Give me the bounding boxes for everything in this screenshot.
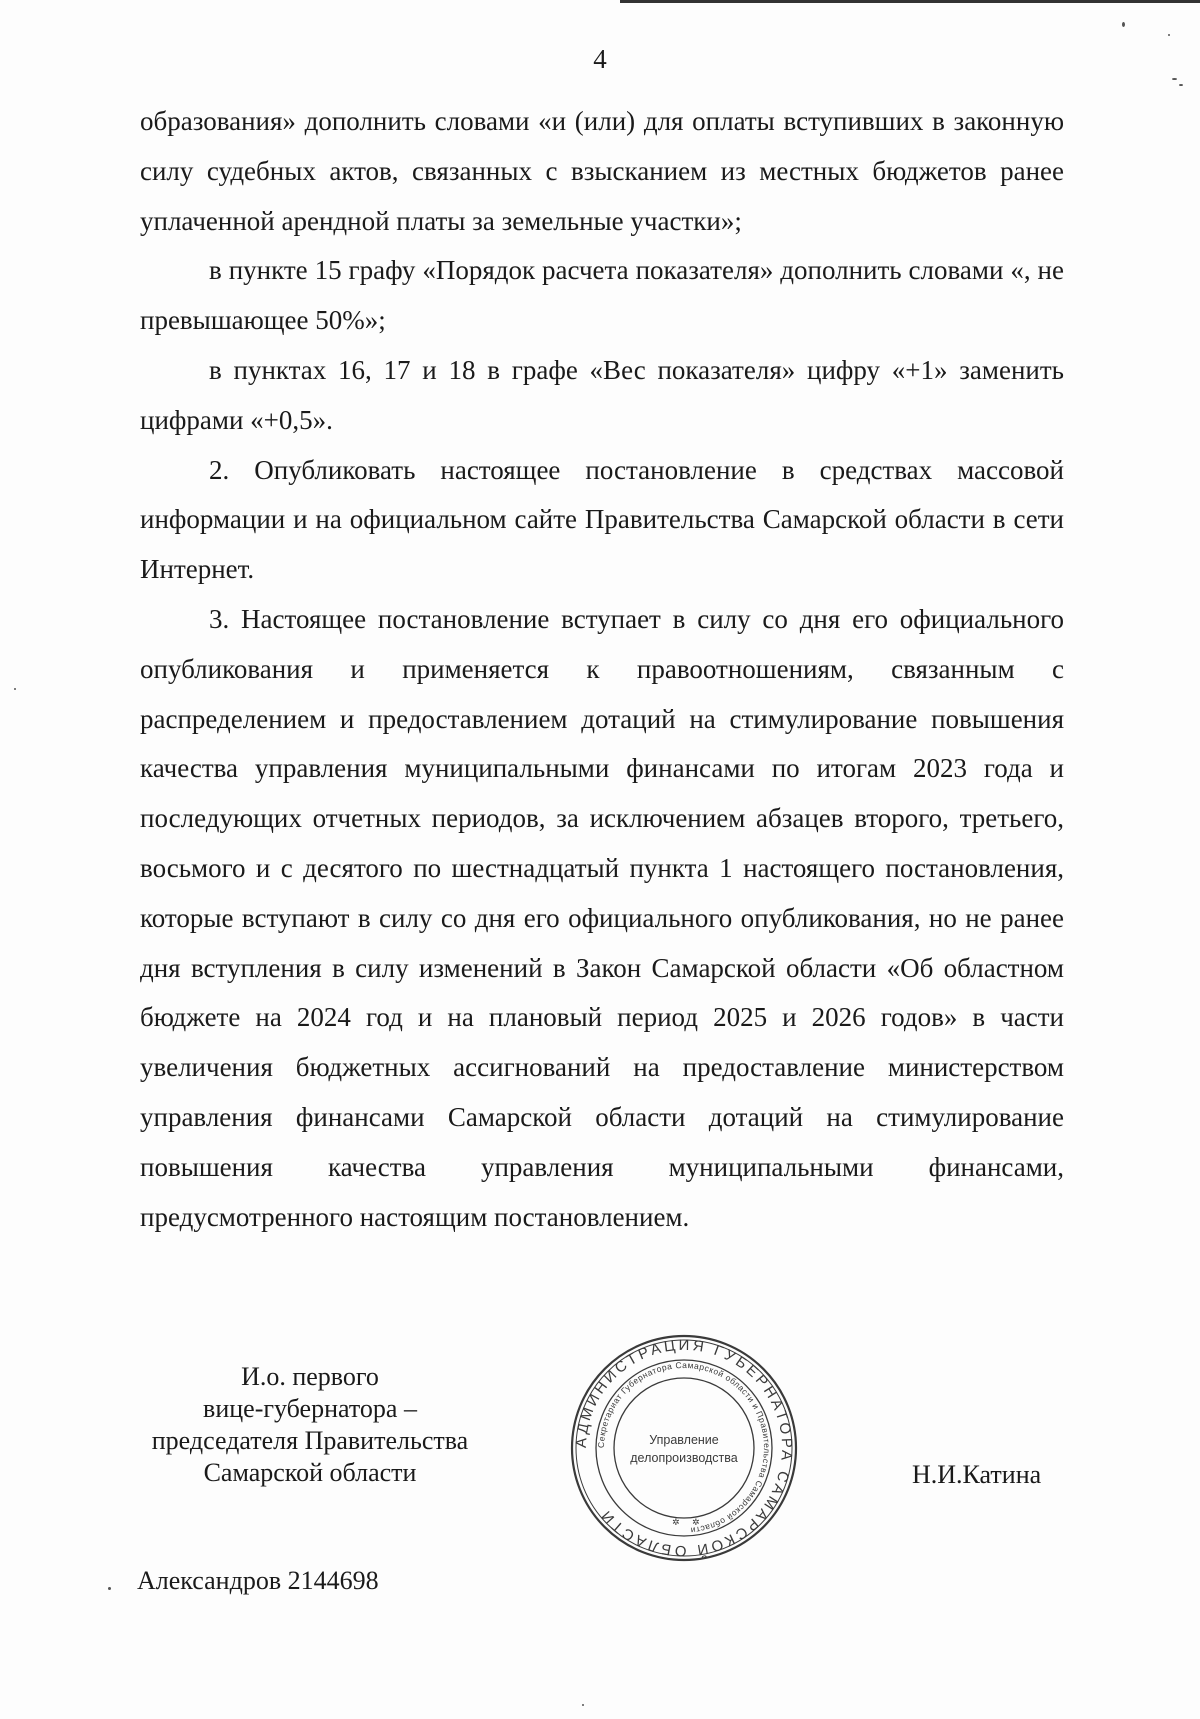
scan-speck bbox=[1172, 78, 1177, 80]
paragraph-item-15: в пункте 15 графу «Порядок расчета показателя» дополнить словами «, не превышающее 50%»; bbox=[140, 255, 1064, 336]
stamp-center-line1: Управление bbox=[649, 1433, 719, 1447]
scan-speck bbox=[582, 1704, 584, 1706]
paragraph-effective-date: 3. Настоящее постановление вступает в силу со дня его официального опубликования и применяется к правоотношениям, связанным с распределением и предоставлением дотаций на стимулирование повышения качества управления муниципальными финансами по итогам 2023 года и последующих отчетных периодов, за исключением абзацев второго, третьего, восьмого и с десятого по шестнадцатый пункта 1 настоящего постановления, которые вступают в силу со дня его официального опубликования, но не ранее дня вступления в силу изменений в Закон Самарской области «Об областном бюджете на 2024 год и на плановый период 2025 и 2026 годов» в части увеличения бюджетных ассигнований на предоставление министерством управления финансами Самарской области дотаций на стимулирование повышения качества управления муниципальными финансами, предусмотренного настоящим постановлением. bbox=[140, 603, 1064, 1232]
scan-speck bbox=[14, 688, 16, 690]
scan-speck bbox=[1179, 84, 1183, 86]
signature-position bbox=[130, 1361, 490, 1489]
stamp-inner-ring bbox=[614, 1378, 754, 1518]
stamp-star-icon: ✲ bbox=[672, 1518, 680, 1528]
position-line: председателя Правительства bbox=[151, 1426, 469, 1455]
document-body bbox=[140, 97, 1064, 1242]
paragraph-continuation: образования» дополнить словами «и (или) для оплаты вступивших в законную силу судебных актов, связанных с взысканием из местных бюджетов ранее уплаченной арендной платы за земельные участки»; bbox=[140, 106, 1064, 236]
stamp-inner-text: Секретариат Губернатора Самарской области и Правительства Самарской области bbox=[595, 1359, 773, 1536]
position-line: Самарской области bbox=[203, 1458, 417, 1487]
scan-speck bbox=[1168, 34, 1170, 36]
stamp-star-icon: ✲ bbox=[692, 1518, 700, 1528]
page-number: 4 bbox=[593, 44, 607, 74]
top-rule bbox=[620, 0, 1200, 3]
scan-speck bbox=[1122, 22, 1125, 27]
stamp-outer-text: АДМИНИСТРАЦИЯ ГУБЕРНАТОРА САМАРСКОЙ ОБЛАСТИ bbox=[572, 1336, 796, 1560]
official-stamp bbox=[568, 1332, 800, 1564]
paragraph-publication: 2. Опубликовать настоящее постановление в средствах массовой информации и на официальном сайте Правительства Самарской области в сети Интернет. bbox=[140, 454, 1064, 585]
position-line: И.о. первого bbox=[241, 1362, 379, 1391]
position-line: вице-губернатора – bbox=[203, 1394, 417, 1423]
paragraph-items-16-18: в пунктах 16, 17 и 18 в графе «Вес показателя» цифру «+1» заменить цифрами «+0,5». bbox=[140, 354, 1064, 435]
signer-name: Н.И.Катина bbox=[912, 1460, 1042, 1489]
scan-speck bbox=[108, 1587, 111, 1590]
executor-contact: Александров 2144698 bbox=[137, 1566, 379, 1595]
stamp-center-line2: делопроизводства bbox=[630, 1451, 738, 1465]
